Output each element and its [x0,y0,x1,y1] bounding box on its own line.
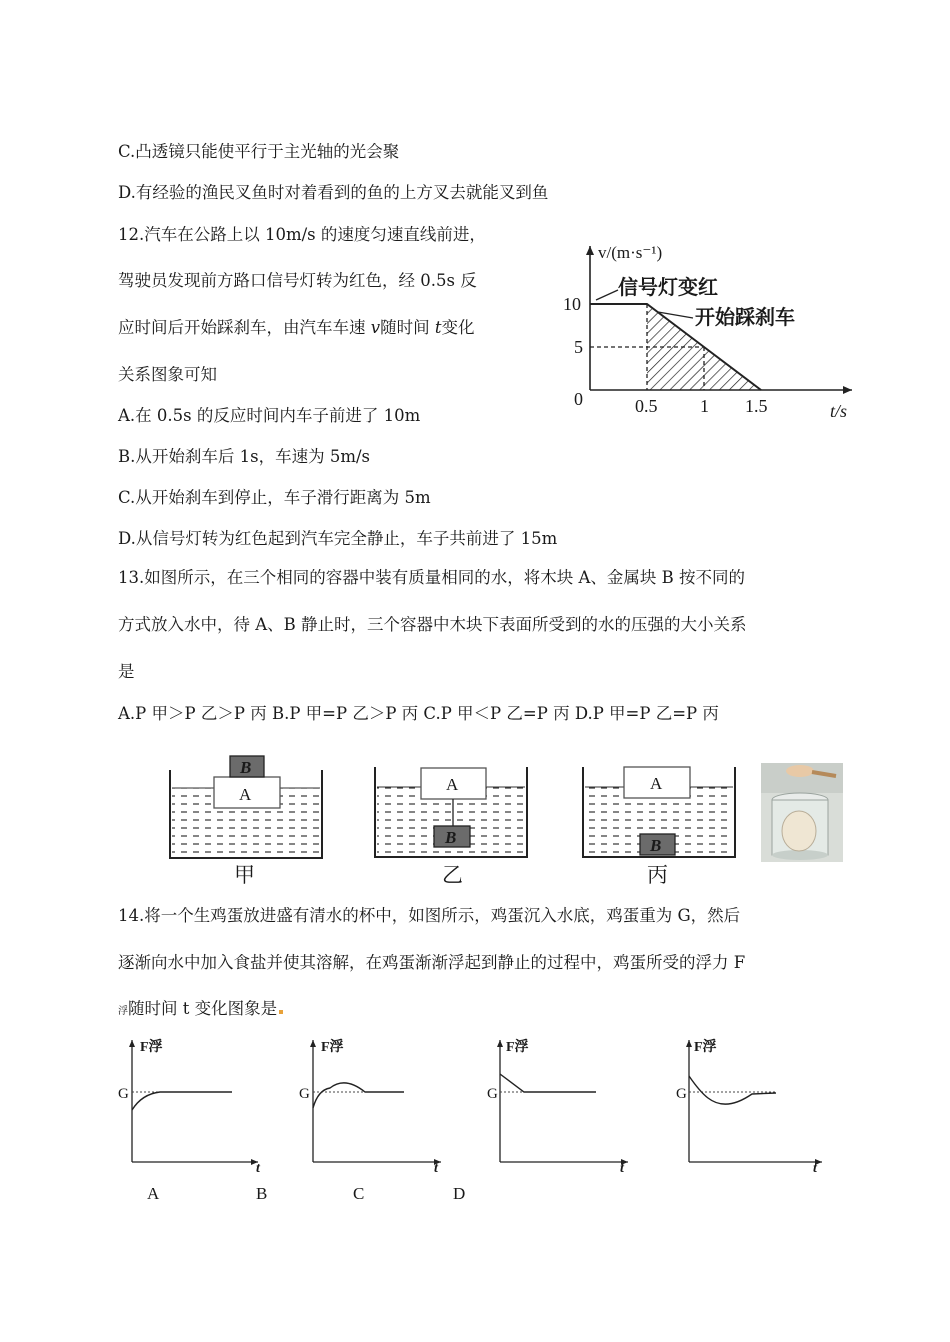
q14-stem-line1: 14.将一个生鸡蛋放进盛有清水的杯中，如图所示，鸡蛋沉入水底，鸡蛋重为 G，然后 [118,906,741,925]
q12-option-b: B.从开始刹车后 1s，车速为 5m/s [118,447,370,466]
wood-block-a-label: A [446,775,459,794]
graph-a-t: t [256,1161,260,1176]
q13-options: A.P 甲＞P 乙＞P 丙 B.P 甲=P 乙＞P 丙 C.P 甲＜P 乙=P 丙 D.P 甲=P 乙=P 丙 [118,704,719,723]
q12-stem-line3b: 随时间 [380,318,435,337]
marker-dot [279,1010,283,1014]
graph-a-g: G [118,1086,129,1102]
metal-block-b-label: B [650,836,662,855]
chart-xtick-05: 0.5 [635,396,658,416]
graph-a-ylabel: F浮 [140,1040,163,1055]
q12-stem-line3 [118,318,474,338]
q12-option-c: C.从开始刹车到停止，车子滑行距离为 5m [118,488,431,507]
label-bing: 丙 [647,863,668,887]
graph-c-t: t [620,1161,624,1176]
graph-c-g: G [487,1086,498,1102]
graph-b-t: t [434,1161,438,1176]
spoon-icon [786,765,814,777]
graph-a [118,1038,261,1176]
egg [782,811,816,851]
graph-d-ylabel: F浮 [694,1040,717,1055]
q12-option-d: D.从信号灯转为红色起到汽车完全静止，车子共前进了 15m [118,529,558,548]
q14-stem-line3-text: 随时间 t 变化图象是 [128,999,278,1018]
q14-stem-line2: 逐渐向水中加入食盐并使其溶解，在鸡蛋渐渐浮起到静止的过程中，鸡蛋所受的浮力 F [118,953,746,972]
chart-xtick-1: 1 [700,396,709,416]
graph-b-ylabel: F浮 [321,1040,344,1055]
container-bing [583,767,735,857]
q12-option-a: A.在 0.5s 的反应时间内车子前进了 10m [118,406,421,425]
wood-block-a-label: A [650,774,663,793]
egg-in-glass-photo [761,763,843,862]
chart-xtick-15: 1.5 [745,396,768,416]
chart-xlabel: t/s [830,401,848,421]
chart-ytick-10: 10 [563,294,581,314]
graph-d-g: G [676,1086,687,1102]
q14-caption-d: D [453,1184,466,1203]
q11-option-c: C.凸透镜只能使平行于主光轴的光会聚 [118,142,400,161]
graph-c-ylabel: F浮 [506,1040,529,1055]
q13-figure [160,750,860,890]
q14-stem-line3 [118,999,283,1022]
graph-b-g: G [299,1086,310,1102]
q14-graphs [110,1030,840,1180]
graph-d [676,1038,822,1176]
q12-stem-line2: 驾驶员发现前方路口信号灯转为红色，经 0.5s 反 [118,271,477,290]
label-yi: 乙 [442,863,463,887]
q14-sub-fu: 浮 [118,1006,128,1017]
graph-c [487,1038,628,1176]
q12-var-t: t [434,318,442,337]
q13-stem-line2: 方式放入水中，待 A、B 静止时，三个容器中木块下表面所受到的水的压强的大小关系 [118,615,747,634]
q14-caption-b: B [256,1184,268,1203]
metal-block-b-label: B [445,828,457,847]
chart-ylabel: v/(m·s⁻¹) [598,243,663,262]
q12-stem-line1: 12.汽车在公路上以 10m/s 的速度匀速直线前进， [118,225,486,244]
q11-option-d: D.有经验的渔民叉鱼时对着看到的鱼的上方叉去就能叉到鱼 [118,183,549,202]
metal-block-b-label: B [240,758,252,777]
graph-b [299,1038,441,1176]
q14-caption-c: C [353,1184,365,1203]
annotation-brake: 开始踩刹车 [695,307,795,329]
container-jia [170,756,322,858]
q12-var-v: v [370,318,381,337]
chart-origin: 0 [574,389,583,409]
graph-d-t: t [813,1161,817,1176]
q14-caption-a: A [147,1184,160,1203]
annotation-red-light-pointer [596,290,618,300]
q13-stem-line3: 是 [118,662,135,681]
q12-stem-line3c: 变化 [441,318,475,337]
chart-ytick-5: 5 [574,337,583,357]
vt-chart [560,228,860,428]
annotation-red-light: 信号灯变红 [618,277,718,299]
q12-stem-line3a: 应时间后开始踩刹车，由汽车车速 [118,318,371,337]
q12-stem-line4: 关系图象可知 [118,365,217,384]
wood-block-a-label: A [239,785,252,804]
label-jia: 甲 [234,863,255,887]
container-yi [375,767,527,857]
q13-stem-line1: 13.如图所示，在三个相同的容器中装有质量相同的水，将木块 A、金属块 B 按不同的 [118,568,746,587]
